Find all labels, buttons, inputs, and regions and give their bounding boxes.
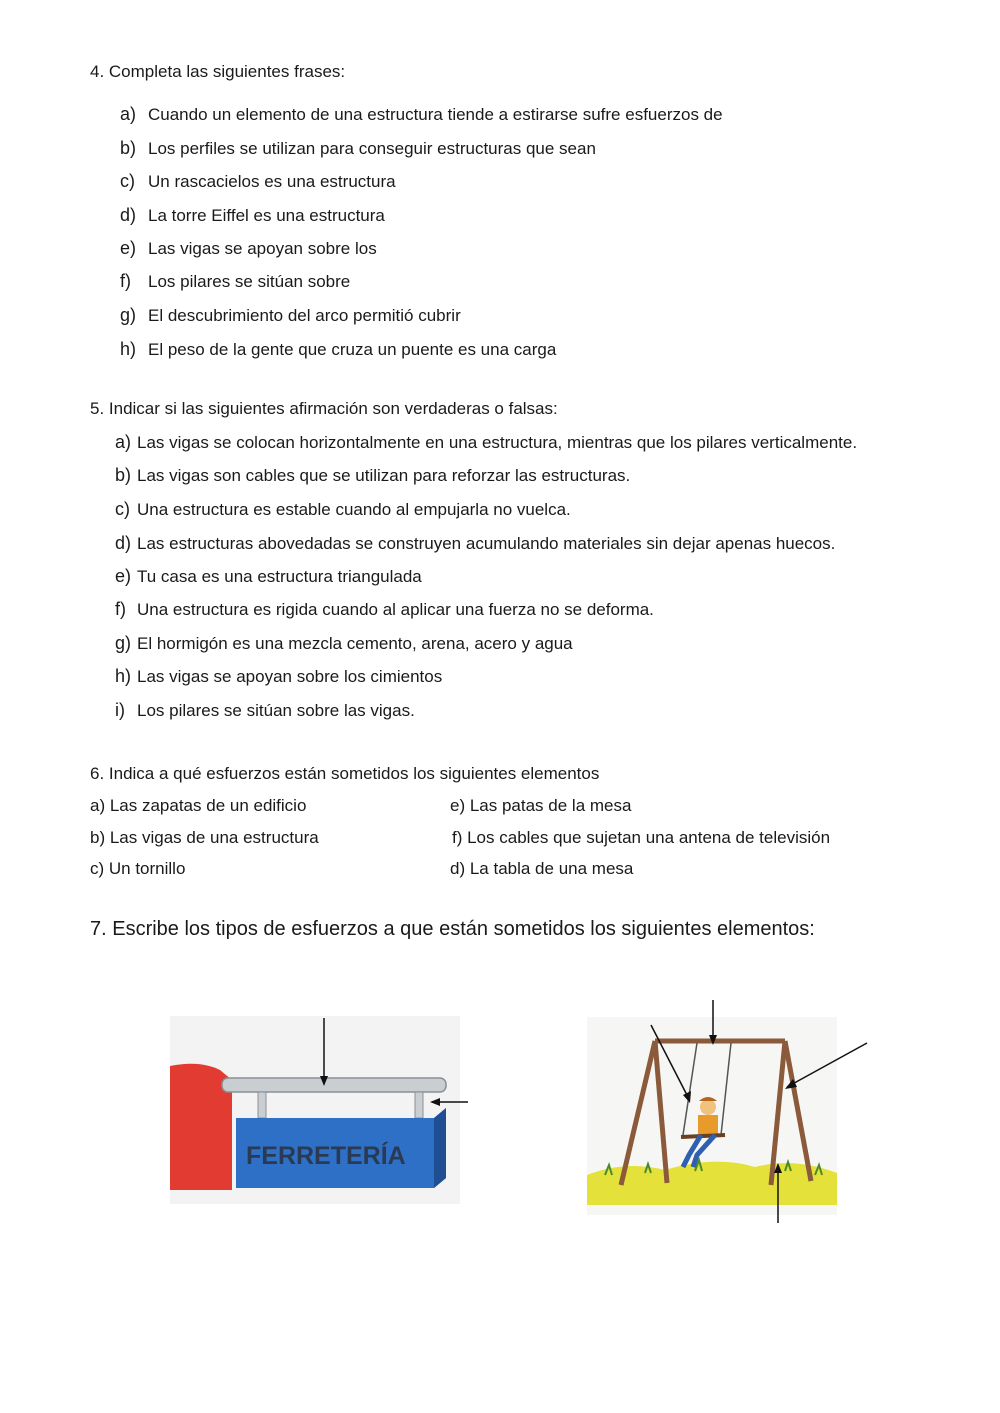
q4-item-f: f) Los pilares se sitúan sobre — [120, 271, 351, 291]
sign-text: FERRETERÍA — [246, 1142, 406, 1170]
q5-item-b: b) Las vigas son cables que se utilizan para reforzar las estructuras. — [115, 465, 631, 485]
q6-left-a: a) Las zapatas de un edificio — [90, 796, 307, 815]
swing-seat — [681, 1135, 725, 1137]
q5-item-g: g) El hormigón es una mezcla cemento, arena, acero y agua — [115, 633, 573, 653]
q4-item-d: d) La torre Eiffel es una estructura — [120, 205, 385, 225]
q4-item-c: c) Un rascacielos es una estructura — [120, 171, 396, 191]
q5-title: 5. Indicar si las siguientes afirmación son verdaderas o falsas: — [90, 399, 558, 418]
q6-right-e: e) Las patas de la mesa — [450, 796, 632, 815]
q4-item-a: a) Cuando un elemento de una estructura tiende a estirarse sufre esfuerzos de — [120, 104, 723, 124]
swing-illustration — [585, 995, 875, 1225]
q7-title: 7. Escribe los tipos de esfuerzos a que están sometidos los siguientes elementos: — [90, 918, 815, 940]
q6-left-c: c) Un tornillo — [90, 859, 186, 878]
q5-item-d: d) Las estructuras abovedadas se construyen acumulando materiales sin dejar apenas huecos. — [115, 533, 836, 553]
q4-item-e: e) Las vigas se apoyan sobre los — [120, 238, 377, 258]
q5-item-i: i) Los pilares se sitúan sobre las vigas. — [115, 700, 415, 720]
q5-item-a: a) Las vigas se colocan horizontalmente en una estructura, mientras que los pilares verticalmente. — [115, 432, 858, 452]
q4-item-b: b) Los perfiles se utilizan para conseguir estructuras que sean — [120, 138, 596, 158]
q4-item-h: h) El peso de la gente que cruza un puente es una carga — [120, 339, 557, 359]
hanging-sign-illustration — [170, 1010, 480, 1210]
q5-item-h: h) Las vigas se apoyan sobre los cimientos — [115, 666, 443, 686]
q6-left-b: b) Las vigas de una estructura — [90, 828, 319, 847]
q6-title: 6. Indica a qué esfuerzos están sometidos los siguientes elementos — [90, 764, 600, 783]
horizontal-bar — [222, 1078, 446, 1092]
sign-hanger-right — [415, 1092, 423, 1118]
q6-right-f: f) Los cables que sujetan una antena de televisión — [452, 828, 831, 847]
q5-item-e: e) Tu casa es una estructura triangulada — [115, 566, 422, 586]
q5-item-f: f) Una estructura es rigida cuando al aplicar una fuerza no se deforma. — [115, 599, 654, 619]
sign-hanger-left — [258, 1092, 266, 1118]
child-figure — [700, 1099, 716, 1115]
q6-right-d: d) La tabla de una mesa — [450, 859, 634, 878]
q4-item-g: g) El descubrimiento del arco permitió cubrir — [120, 305, 461, 325]
q4-title: 4. Completa las siguientes frases: — [90, 62, 346, 81]
q5-item-c: c) Una estructura es estable cuando al empujarla no vuelca. — [115, 499, 571, 519]
